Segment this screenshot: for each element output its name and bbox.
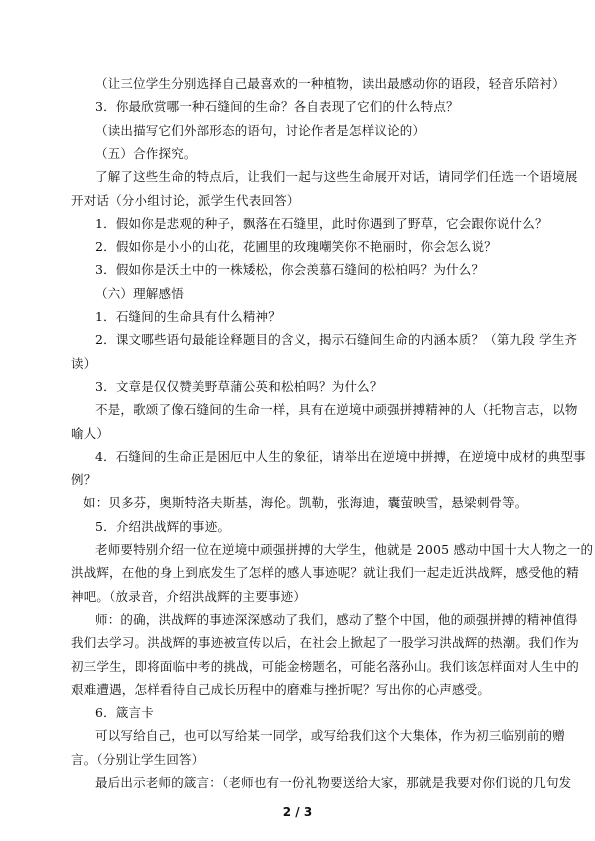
text-line-25: 我们去学习。洪战辉的事迹被宣传以后，在社会上掀起了一股学习洪战辉的热潮。我们作为 (71, 635, 580, 651)
text-line-12: 2．课文哪些语句最能诠释题目的含义，揭示石缝间生命的内涵本质？（第九段 学生齐 (95, 332, 578, 348)
page-number: 2 / 3 (282, 805, 313, 819)
text-line-28: 6．箴言卡 (95, 705, 154, 721)
text-line-30: 言。（分别让学生回答） (71, 751, 205, 767)
text-line-16: 喻人） (71, 425, 110, 441)
text-line-15: 不是，歌颂了像石缝间的生命一样，具有在逆境中顽强拼搏精神的人（托物言志，以物 (95, 402, 578, 418)
text-line-22: 洪战辉，在他的身上到底发生了怎样的感人事迹呢？就让我们一起走近洪战辉，感受他的精 (71, 565, 580, 581)
text-line-26: 初三学生，即将面临中考的挑战，可能金榜题名，可能名落孙山。我们该怎样面对人生中的 (71, 658, 580, 674)
text-line-7: 1．假如你是悲观的种子，飘落在石缝里，此时你遇到了野草，它会跟你说什么？ (95, 215, 548, 231)
text-line-20: 5．介绍洪战辉的事迹。 (95, 518, 231, 534)
text-line-3: （读出描写它们外部形态的语句，讨论作者是怎样议论的） (95, 122, 426, 138)
text-line-14: 3．文章是仅仅赞美野草蒲公英和松柏吗？为什么？ (95, 378, 383, 394)
text-line-9: 3．假如你是沃土中的一株矮松，你会羡慕石缝间的松柏吗？为什么？ (95, 262, 485, 278)
text-line-10: （六）理解感悟 (95, 285, 184, 301)
text-line-17: 4．石缝间的生命正是困厄中人生的象征，请举出在逆境中拼搏，在逆境中成材的典型事 (95, 448, 586, 464)
text-line-13: 读） (71, 355, 97, 371)
text-line-5: 了解了这些生命的特点后，让我们一起与这些生命展开对话，请同学们任选一个语境展 (95, 169, 578, 185)
text-line-21: 老师要特别介绍一位在逆境中顽强拼搏的大学生，他就是 2005 感动中国十大人物之一的 (95, 542, 594, 557)
text-line-31: 最后出示老师的箴言：（老师也有一份礼物要送给大家，那就是我要对你们说的几句发 (95, 775, 572, 790)
text-line-2: 3．你最欣赏哪一种石缝间的生命？各自表现了它们的什么特点？ (95, 99, 459, 115)
text-line-4: （五）合作探究。 (95, 145, 197, 161)
text-line-29: 可以写给自己，也可以写给某一同学，或写给我们这个大集体，作为初三临别前的赠 (95, 728, 565, 744)
text-line-19: 如：贝多芬，奥斯特洛夫斯基，海伦。凯勒，张海迪，囊萤映雪，悬梁刺骨等。 (83, 495, 528, 511)
text-line-11: 1．石缝间的生命具有什么精神？ (95, 309, 281, 324)
text-line-8: 2．假如你是小小的山花，花圃里的玫瑰嘲笑你不艳丽时，你会怎么说？ (95, 239, 497, 255)
text-line-6: 开对话（分小组讨论，派学生代表回答） (71, 192, 300, 208)
text-line-1: （让三位学生分别选择自己最喜欢的一种植物，读出最感动你的语段，轻音乐陪衬） (95, 76, 565, 91)
text-line-23: 神吧。（放录音，介绍洪战辉的主要事迹） (71, 588, 307, 604)
text-line-24: 师：的确，洪战辉的事迹深深感动了我们，感动了整个中国，他的顽强拼搏的精神值得 (95, 611, 578, 627)
text-line-18: 例？ (71, 472, 97, 488)
text-line-27: 艰难遭遇，怎样看待自己成长历程中的磨难与挫折呢？写出你的心声感受。 (71, 681, 491, 697)
